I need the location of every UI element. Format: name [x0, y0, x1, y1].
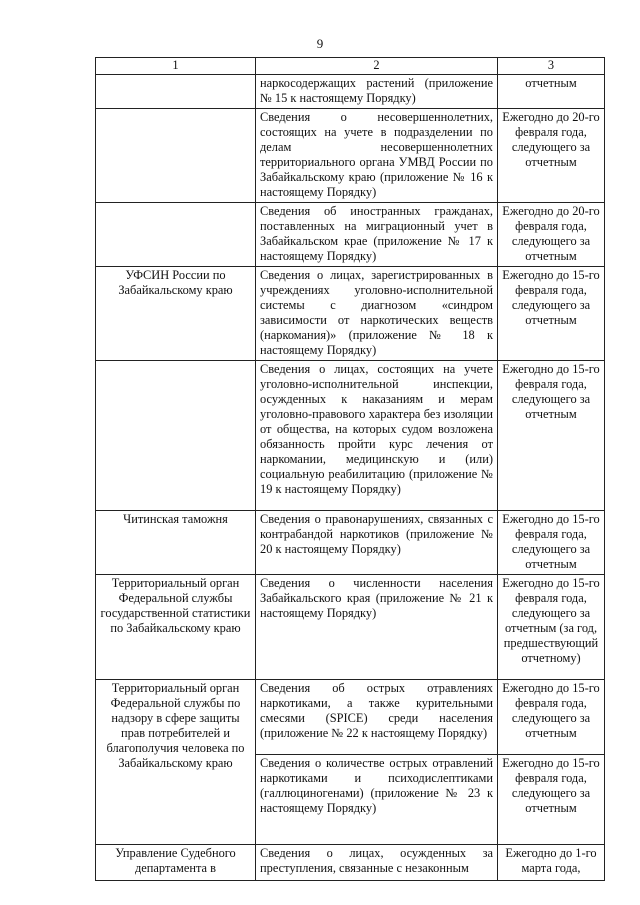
deadline-cell: Ежегодно до 15-го февраля года, следующего за отчетным [498, 680, 605, 755]
agency-cell: Читинская таможня [96, 511, 256, 575]
deadline-cell: Ежегодно до 15-го февраля года, следующего за отчетным [498, 755, 605, 845]
agency-cell [96, 109, 256, 203]
table-header-row [96, 58, 605, 75]
agency-cell: Территориальный орган Федеральной службы по надзору в сфере защиты прав потребителей и благополучия человека по Забайкальскому краю [96, 680, 256, 845]
info-cell: Сведения о несовершеннолетних, состоящих на учете в подразделении по делам несовершеннолетних территориального органа УМВД России по Забайкальскому краю (приложение № 16 к настоящему Порядку) [256, 109, 498, 203]
table-row [96, 361, 605, 511]
agency-cell: Территориальный орган Федеральной службы государственной статистики по Забайкальскому краю [96, 575, 256, 680]
info-cell: Сведения об иностранных гражданах, поставленных на миграционный учет в Забайкальском крае (приложение № 17 к настоящему Порядку) [256, 203, 498, 267]
deadline-cell: Ежегодно до 15-го февраля года, следующего за отчетным [498, 511, 605, 575]
deadline-cell: Ежегодно до 15-го февраля года, следующего за отчетным [498, 267, 605, 361]
agency-cell: Управление Судебного департамента в [96, 845, 256, 881]
info-cell: Сведения о правонарушениях, связанных с контрабандой наркотиков (приложение № 20 к настоящему Порядку) [256, 511, 498, 575]
deadline-cell: Ежегодно до 20-го февраля года, следующего за отчетным [498, 203, 605, 267]
info-cell: Сведения об острых отравлениях наркотиками, а также курительными смесями (SPICE) среди населения (приложение № 22 к настоящему Порядку) [256, 680, 498, 755]
agency-cell [96, 75, 256, 109]
header-col-3: 3 [498, 58, 605, 75]
info-cell: Сведения о количестве острых отравлений наркотиками и психодислептиками (галлюциногенами) (приложение № 23 к настоящему Порядку) [256, 755, 498, 845]
deadline-cell: отчетным [498, 75, 605, 109]
info-cell: Сведения о лицах, зарегистрированных в учреждениях уголовно-исполнительной системы с диагнозом «синдром зависимости от наркотических веществ (наркомания)» (приложение № 18 к настоящему Порядку) [256, 267, 498, 361]
header-col-1: 1 [96, 58, 256, 75]
deadline-cell: Ежегодно до 15-го февраля года, следующего за отчетным (за год, предшествующий отчетному) [498, 575, 605, 680]
table-row [96, 203, 605, 267]
deadline-cell: Ежегодно до 15-го февраля года, следующего за отчетным [498, 361, 605, 511]
page-number: 9 [316, 36, 324, 51]
table-row [96, 109, 605, 203]
agency-cell [96, 203, 256, 267]
deadline-cell: Ежегодно до 20-го февраля года, следующего за отчетным [498, 109, 605, 203]
table-row [96, 511, 605, 575]
table-row [96, 75, 605, 109]
info-cell: Сведения о лицах, состоящих на учете уголовно-исполнительной инспекции, осужденных к наказаниям и мерам уголовно-правового характера без изоляции от общества, на которых судом возложена обязанность пройти курс лечения от наркомании, медицинскую и (или) социальную реабилитацию (приложение № 19 к настоящему Порядку) [256, 361, 498, 511]
agency-cell [96, 361, 256, 511]
table-row [96, 845, 605, 881]
info-cell: Сведения о лицах, осужденных за преступления, связанные с незаконным [256, 845, 498, 881]
deadline-cell: Ежегодно до 1-го марта года, [498, 845, 605, 881]
agency-cell: УФСИН России по Забайкальскому краю [96, 267, 256, 361]
info-cell: наркосодержащих растений (приложение № 15 к настоящему Порядку) [256, 75, 498, 109]
table-row [96, 267, 605, 361]
info-cell: Сведения о численности населения Забайкальского края (приложение № 21 к настоящему Порядку) [256, 575, 498, 680]
reporting-table [95, 57, 605, 881]
header-col-2: 2 [256, 58, 498, 75]
table-row [96, 680, 605, 755]
table-row [96, 575, 605, 680]
